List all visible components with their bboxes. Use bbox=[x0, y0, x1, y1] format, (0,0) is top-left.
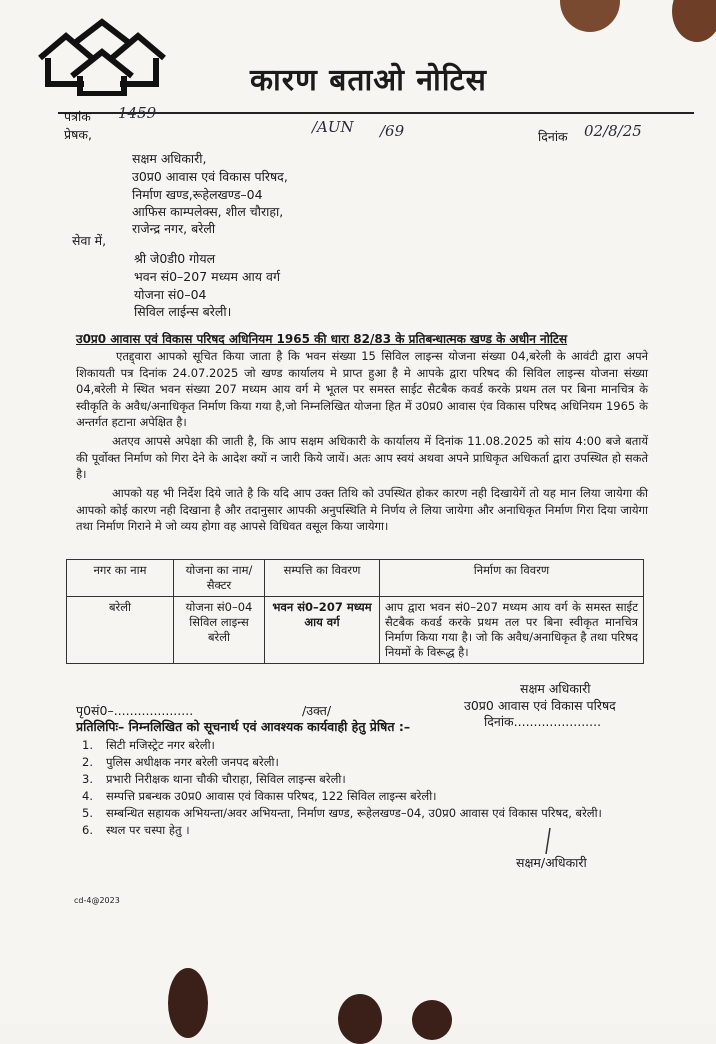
parishad-logo-icon bbox=[36, 18, 168, 96]
body-paragraph-1: एतद्द्वारा आपको सूचित किया जाता है कि भवन संख्या 15 सिविल लाइन्स योजना संख्या 04,बरेली के आवंटी द्वारा अपने शिकायती पत्र दिनांक 24.07.2025 जो खण्ड कार्यालय मे प्राप्त हुआ है मे आपके द्वारा परिषद की सिविल लाइन्स योजना संख्या 04,बरेली मे स्थित भवन संख्या 207 मध्यम आय वर्ग मे भूतल पर समस्त साईट सैटबैक कवर्ड करके प्रथम तल पर बिना मानचित्र के स्वीकृति के अवैध/अनाधिकृत निर्माण किया गया है,जो निम्नलिखित योजना हित में उ0प्र0 आवास एंव विकास परिषद अधिनियम 1965 के अन्तर्गत हटाना अपेक्षित है। bbox=[76, 349, 648, 429]
date-value: 02/8/25 bbox=[584, 122, 642, 140]
handwritten-number: /69 bbox=[380, 122, 405, 140]
details-table bbox=[66, 559, 644, 664]
table-header-cell: योजना का नाम/सैक्टर bbox=[174, 560, 265, 597]
cell-scheme: योजना सं0–04 सिविल लाइन्स बरेली bbox=[174, 597, 265, 664]
finger-top-left bbox=[560, 0, 620, 32]
body-paragraph-3: आपको यह भी निर्देश दिये जाते है कि यदि आप उक्त तिथि को उपस्थित होकर कारण नही दिखायेगें तो यह मान लिया जायेगा की आपको कोई कारण नही दिखाना है और तदानुसार आपकी अनुपस्थिति मे निर्णय ले लिया जायेगा और अनाधिकृत निर्माण गिरा दिया जायेगा तथा निर्माण गिराने मे जो व्यय होगा वह आपसे विधिवत वसूल किया जायेगा। bbox=[76, 486, 648, 533]
sender-label: प्रेषक, bbox=[64, 127, 92, 142]
finger-bottom-middle bbox=[338, 994, 382, 1044]
list-item: 6. स्थल पर चस्पा हेतु । bbox=[82, 823, 190, 837]
recipient-line: सिविल लाईन्स बरेली। bbox=[134, 304, 232, 319]
footer-code: cd-4@2023 bbox=[74, 896, 120, 905]
cell-city: बरेली bbox=[67, 597, 174, 664]
notice-title: कारण बताओ नोटिस bbox=[250, 63, 487, 98]
bottom-signatory: सक्षम/अधिकारी bbox=[516, 855, 587, 870]
sender-line: राजेन्द्र नगर, बरेली bbox=[132, 221, 216, 236]
table-row bbox=[67, 597, 644, 664]
signatory-date: दिनांक...................... bbox=[484, 714, 602, 729]
to-label: सेवा में, bbox=[72, 233, 107, 248]
subject-line: उ0प्र0 आवास एवं विकास परिषद अधिनियम 1965 की धारा 82/83 के प्रतिबन्धात्मक खण्ड के अधीन नोटिस bbox=[76, 332, 568, 346]
finger-bottom-left bbox=[168, 968, 208, 1038]
cell-property: भवन सं0–207 मध्यम आय वर्ग bbox=[265, 597, 380, 664]
recipient-line: भवन सं0–207 मध्यम आय वर्ग bbox=[134, 269, 280, 284]
table-header-cell: निर्माण का विवरण bbox=[380, 560, 644, 597]
sender-line: आफिस काम्पलेक्स, शील चौराहा, bbox=[132, 204, 284, 219]
cell-construction: आप द्वारा भवन सं0–207 मध्यम आय वर्ग के समस्त साईट सैटबैक कवर्ड करके प्रथम तल पर बिना स्वीकृत मानचित्र निर्माण किया गया है। जो कि अवैध/अनाधिकृत है तथा परिषद नियमों के विरूद्ध है। bbox=[380, 597, 644, 664]
table-header-cell: सम्पत्ति का विवरण bbox=[265, 560, 380, 597]
list-item: 2. पुलिस अधीक्षक नगर बरेली जनपद बरेली। bbox=[82, 755, 279, 769]
endorsement-ukt: /उक्त/ bbox=[302, 703, 332, 718]
sender-line: निर्माण खण्ड,रूहेलखण्ड–04 bbox=[132, 187, 263, 202]
finger-bottom-right bbox=[412, 1000, 452, 1040]
signature-mark-icon bbox=[540, 826, 556, 856]
sender-line: उ0प्र0 आवास एवं विकास परिषद, bbox=[132, 169, 288, 184]
handwritten-code: /AUN bbox=[312, 118, 354, 136]
list-item: 4. सम्पत्ति प्रबन्धक उ0प्र0 आवास एवं विकास परिषद, 122 सिविल लाइन्स बरेली। bbox=[82, 789, 437, 803]
signatory-office: उ0प्र0 आवास एवं विकास परिषद bbox=[464, 698, 616, 713]
patrank-label: पत्रांक bbox=[64, 109, 91, 124]
signatory-title: सक्षम अधिकारी bbox=[520, 681, 591, 696]
list-item: 1. सिटी मजिस्ट्रेट नगर बरेली। bbox=[82, 738, 215, 752]
list-item: 3. प्रभारी निरीक्षक थाना चौकी चौराहा, सिविल लाइन्स बरेली। bbox=[82, 772, 346, 786]
table-header-cell: नगर का नाम bbox=[67, 560, 174, 597]
body-paragraph-2: अतएव आपसे अपेक्षा की जाती है, कि आप सक्षम अधिकारी के कार्यालय में दिनांक 11.08.2025 को सांय 4:00 बजे बतायें की पूर्वोक्त निर्माण को गिरा देने के आदेश क्यों न जारी किये जायें। अतः आप स्वयं अथवा अपने प्राधिकृत अधिकर्ता द्वारा उपस्थित हो सकते है। bbox=[76, 434, 648, 481]
patrank-value: 1459 bbox=[118, 104, 157, 122]
date-label: दिनांक bbox=[538, 129, 568, 144]
endorsement-heading: प्रतिलिपिः– निम्नलिखित को सूचनार्थ एवं आवश्यक कार्यवाही हेतु प्रेषित :– bbox=[76, 719, 411, 734]
finger-top-right bbox=[672, 0, 716, 42]
recipient-line: योजना सं0–04 bbox=[134, 287, 207, 302]
copies-list bbox=[82, 737, 652, 839]
endorsement-ref: पृ0सं0–.................... bbox=[76, 703, 194, 718]
recipient-line: श्री जे0डी0 गोयल bbox=[134, 251, 216, 266]
sender-line: सक्षम अधिकारी, bbox=[132, 151, 207, 166]
list-item: 5. सम्बन्धित सहायक अभियन्ता/अवर अभियन्ता, निर्माण खण्ड, रूहेलखण्ड–04, उ0प्र0 आवास एवं विकास परिषद, बरेली। bbox=[82, 806, 602, 820]
table-header-row bbox=[67, 560, 644, 597]
